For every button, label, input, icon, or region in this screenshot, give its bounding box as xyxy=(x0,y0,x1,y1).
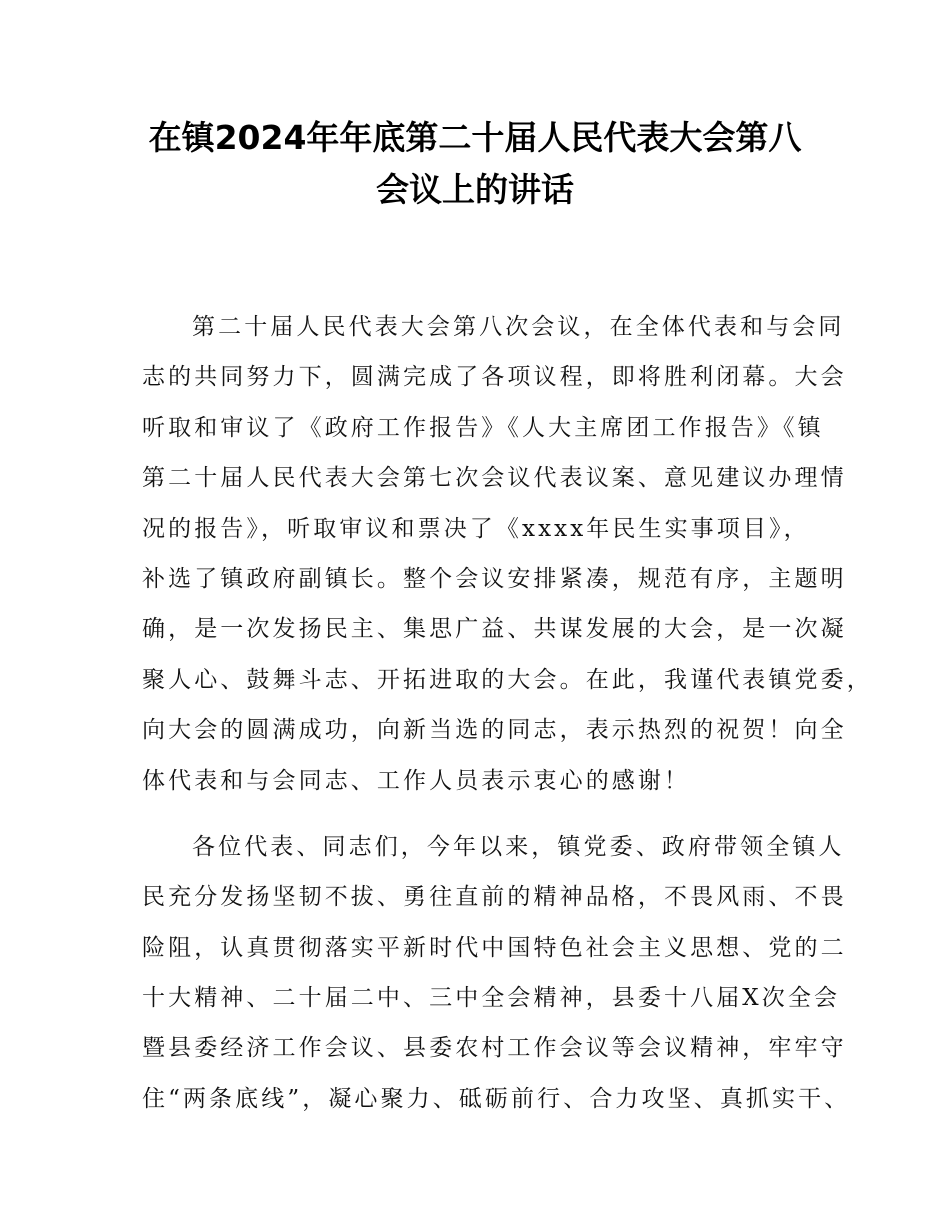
title-line-2: 会议上的讲话 xyxy=(376,170,574,209)
paragraph-line: 补选了镇政府副镇长。整个会议安排紧凑，规范有序，主题明 xyxy=(142,565,847,592)
paragraph-line: 确，是一次发扬民主、集思广益、共谋发展的大会，是一次凝 xyxy=(142,616,847,643)
paragraph-line: 民充分发扬坚韧不拔、勇往直前的精神品格，不畏风雨、不畏 xyxy=(142,884,847,911)
paragraph-2 xyxy=(142,822,851,1124)
paragraph-line: 住“两条底线”，凝心聚力、砥砺前行、合力攻坚、真抓实干、 xyxy=(142,1085,851,1112)
paragraph-line: 暨县委经济工作会议、县委农村工作会议等会议精神，牢牢守 xyxy=(142,1035,847,1062)
paragraph-line: 听取和审议了《政府工作报告》《人大主席团工作报告》《镇 xyxy=(142,414,824,441)
paragraph-line: 各位代表、同志们，今年以来，镇党委、政府带领全镇人 xyxy=(192,833,845,860)
paragraph-spacing xyxy=(142,806,832,822)
paragraph-line: 聚人心、鼓舞斗志、开拓进取的大会。在此，我谨代表镇党委， xyxy=(142,666,873,693)
paragraph-line: 第二十届人民代表大会第七次会议代表议案、意见建议办理情 xyxy=(142,465,847,492)
document-title xyxy=(120,112,830,216)
paragraph-line: 十大精神、二十届二中、三中全会精神，县委十八届X次全会 xyxy=(142,985,841,1012)
paragraph-line: 况的报告》，听取审议和票决了《xxxx年民生实事项目》， xyxy=(142,515,810,542)
document-body xyxy=(142,302,873,1124)
paragraph-1 xyxy=(142,302,873,806)
paragraph-line: 险阻，认真贯彻落实平新时代中国特色社会主义思想、党的二 xyxy=(142,934,847,961)
title-line-1: 在镇2024年年底第二十届人民代表大会第八 xyxy=(148,118,802,157)
paragraph-line: 第二十届人民代表大会第八次会议，在全体代表和与会同 xyxy=(192,314,845,340)
paragraph-line: 体代表和与会同志、工作人员表示衷心的感谢！ xyxy=(142,767,691,794)
paragraph-line: 向大会的圆满成功，向新当选的同志，表示热烈的祝贺！向全 xyxy=(142,717,847,744)
paragraph-line: 志的共同努力下，圆满完成了各项议程，即将胜利闭幕。大会 xyxy=(142,364,847,391)
